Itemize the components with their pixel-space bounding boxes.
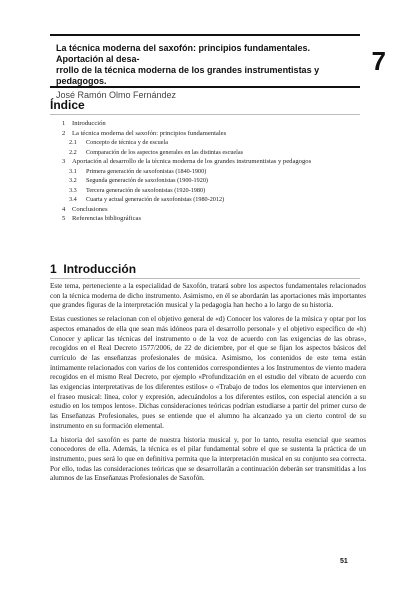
chapter-header — [50, 34, 360, 100]
toc-item — [50, 195, 360, 205]
toc-item-number: 5 — [62, 215, 66, 222]
section-heading — [50, 262, 136, 276]
chapter-author: José Ramón Olmo Fernández — [56, 90, 177, 100]
toc-item-text: Cuarta y actual generación de saxofonistas (1980-2012) — [86, 196, 225, 203]
toc-item-text: Conclusiones — [72, 205, 108, 213]
toc-item-text: Referencias bibliográficas — [72, 215, 142, 222]
chapter-title-line: rrollo de la técnica moderna de los grandes instrumentistas y pedagogos. — [56, 65, 320, 86]
toc-item — [50, 176, 360, 186]
paragraph: La historia del saxofón es parte de nuestra historia musical y, por lo tanto, resulta esencial que seamos conocedores de ella. Además, la técnica es el pilar fundamental sobre el que se sustenta la práctica de un instrumento, pues será lo que en definitiva permita que la interpretación musical en su conjunto sea correcta. Por ello, todas las consideraciones teóricas que se desarrollarán a continuación deberán ser transmitidas a los alumnos de las Enseñanzas Profesionales de Saxofón. — [50, 435, 366, 483]
toc-item-text: Primera generación de saxofonistas (1840-1900) — [86, 167, 207, 175]
toc-item — [50, 186, 360, 196]
section-divider — [50, 278, 360, 279]
toc-item — [50, 138, 360, 148]
toc-item-text: Aportación al desarrollo de la técnica moderna de los grandes instrumentistas y pedagogos — [72, 158, 312, 165]
toc-item — [50, 129, 360, 139]
toc-item-text: Segunda generación de saxofonistas (1900-1920) — [86, 177, 208, 184]
toc-item-number: 3.2 — [69, 177, 77, 184]
section-title: Introducción — [63, 262, 137, 276]
toc-item-number: 3.4 — [69, 196, 77, 203]
section-number: 1 — [50, 262, 57, 276]
toc-item — [50, 214, 360, 224]
toc-item — [50, 205, 360, 215]
toc-item-number: 2.1 — [69, 139, 77, 146]
toc-item-number: 3.1 — [69, 167, 77, 175]
chapter-number: 7 — [371, 46, 386, 76]
toc-item — [50, 119, 360, 129]
chapter-title — [56, 43, 354, 87]
toc-item — [50, 157, 360, 167]
toc-divider — [50, 114, 360, 115]
paragraph: Este tema, perteneciente a la especialidad de Saxofón, tratará sobre los aspectos fundamentales relacionados con la técnica moderna de dicho instrumento. Asimismo, en él se abordarán las aportaciones más importantes que grandes figuras de la interpretación musical y la pedagogía han hecho a lo largo de su historia. — [50, 282, 366, 310]
toc-item-text: Comparación de los aspectos generales en las distintas escuelas — [86, 148, 244, 156]
page-number: 51 — [340, 558, 348, 565]
toc-heading: Índice — [50, 98, 85, 112]
toc-item-text: La técnica moderna del saxofón: principios fundamentales — [72, 129, 227, 137]
toc-item-number: 3.3 — [69, 186, 77, 194]
toc-item — [50, 167, 360, 177]
toc-item-text: Concepto de técnica y de escuela — [86, 139, 168, 146]
toc-item-number: 3 — [62, 158, 66, 165]
toc-item-number: 2 — [62, 129, 66, 137]
toc-item-text: Tercera generación de saxofonistas (1920-1980) — [86, 186, 206, 194]
toc-item-number: 1 — [62, 120, 66, 127]
body-text — [50, 282, 366, 488]
toc-item-text: Introducción — [72, 120, 106, 127]
toc-item-number: 2.2 — [69, 148, 77, 156]
table-of-contents — [50, 119, 360, 224]
paragraph: Estas cuestiones se relacionan con el objetivo general de «d) Conocer los valores de la música y optar por los aspectos emanados de ella que sean más idóneos para el desarrollo personal» y el objetivo específico de «h) Conocer y aplicar las técnicas del instrumento o de la voz de acuerdo con las exigencias de las obras», recogidos en el Real Decreto 1577/2006, de 22 de diciembre, por el que se fijan los aspectos básicos del currículo de las enseñanzas profesionales de música. Asimismo, los contenidos de este tema están íntimamente relacionados con varios de los contenidos correspondientes a los Instrumentos de viento madera recogidos en el mismo Real Decreto, por ejemplo «Profundización en el estudio del vibrato de acuerdo con las exigencias interpretativas de los diferentes estilos» o «Trabajo de todos los elementos que intervienen en el fraseo musical: línea, color y expresión, adecuándolos a los diferentes estilos, con especial atención a su estudio en los tempos lentos». Dichas consideraciones teóricas podrían estudiarse a partir del primer curso de las Enseñanzas Profesionales, pues se entiende que el alumno ha alcanzado ya un cierto control de su instrumento en su formación elemental. — [50, 315, 366, 430]
toc-item-number: 4 — [62, 205, 66, 213]
chapter-title-line: La técnica moderna del saxofón: principios fundamentales. Aportación al desa- — [56, 43, 311, 64]
toc-item — [50, 148, 360, 158]
